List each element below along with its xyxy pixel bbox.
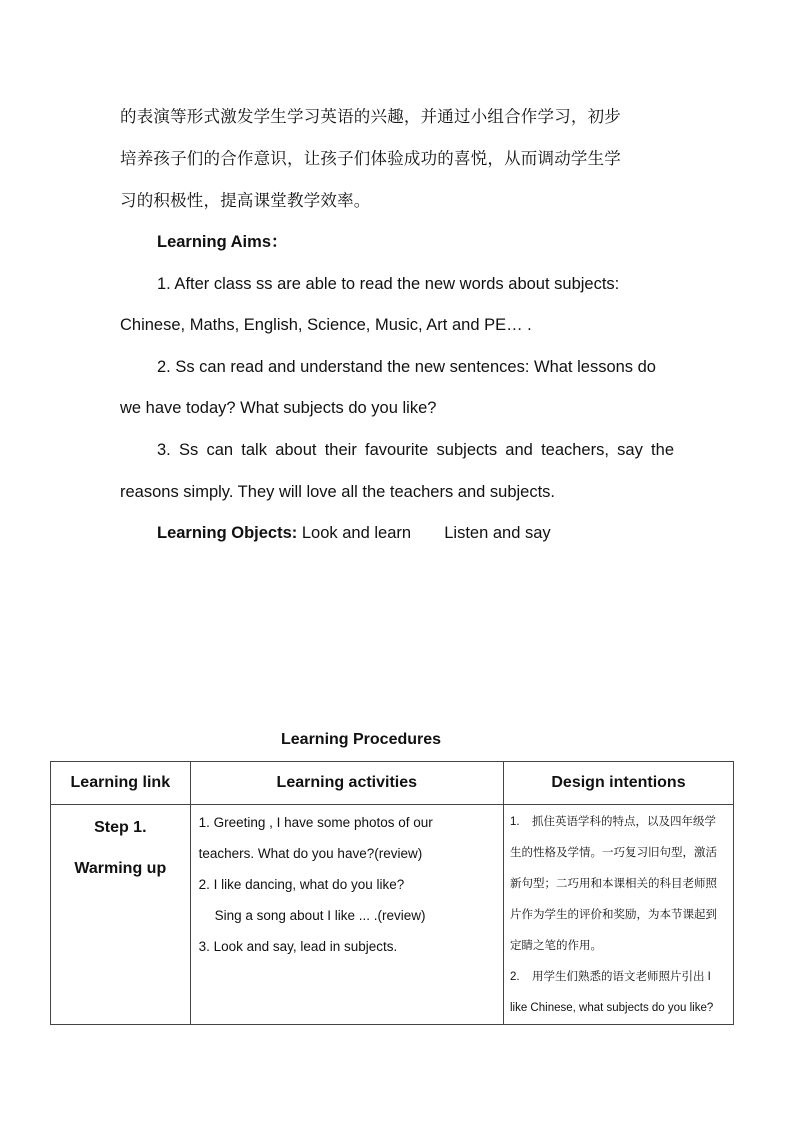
step-cell [51, 805, 191, 1025]
learning-objects [157, 523, 551, 543]
aim-2-line-2: we have today? What subjects do you like? [120, 399, 437, 417]
learning-objects-value-2: Listen and say [444, 524, 551, 542]
activity-line: 3. Look and say, lead in subjects. [198, 939, 398, 954]
design-line [510, 807, 729, 838]
aim-3-line-1: 3. Ss can talk about their favourite subjects and teachers, say the [157, 441, 674, 459]
design-line: 生的性格及学情。一巧复习旧句型，激活 [509, 847, 717, 859]
aim-1-line-2: Chinese, Maths, English, Science, Music, Art and PE… . [120, 316, 532, 334]
design-line: 定睛之笔的作用。 [509, 940, 602, 952]
intro-line-2: 培养孩子们的合作意识，让孩子们体验成功的喜悦，从而调动学生学 [120, 150, 621, 168]
header-learning-link: Learning link [51, 762, 191, 805]
design-line [510, 962, 729, 993]
design-cell [503, 805, 733, 1025]
design-line: 片作为学生的评价和奖励，为本节课起到 [509, 909, 717, 921]
table-header-row [51, 762, 734, 805]
intro-line-1: 的表演等形式激发学生学习英语的兴趣，并通过小组合作学习，初步 [120, 108, 621, 126]
table-row [51, 805, 734, 1025]
intro-line-3: 习的积极性，提高课堂教学效率。 [120, 192, 371, 210]
design-text: 抓住英语学科的特点，以及四年级学 [531, 816, 716, 828]
design-line: like Chinese, what subjects do you like? [509, 1002, 714, 1014]
aims-heading [157, 232, 288, 252]
header-learning-activities: Learning activities [190, 762, 503, 805]
table-caption: Learning Procedures [281, 731, 442, 748]
learning-objects-value-1: Look and learn [301, 524, 412, 542]
activity-line: teachers. What do you have?(review) [198, 846, 423, 861]
activities-cell [190, 805, 503, 1025]
design-text: 用学生们熟悉的语文老师照片引出 I [531, 971, 711, 983]
learning-procedures-table [50, 761, 734, 1025]
header-design-intentions: Design intentions [503, 762, 733, 805]
activity-line: 1. Greeting , I have some photos of our [198, 815, 433, 830]
activity-line: Sing a song about I like ... .(review) [214, 908, 426, 923]
step-number: Step 1. [94, 819, 147, 836]
aim-1-line-1: 1. After class ss are able to read the new words about subjects: [157, 275, 620, 293]
step-name: Warming up [74, 860, 167, 877]
design-line: 新句型；二巧用和本课相关的科目老师照 [509, 878, 717, 890]
design-number: 1. [509, 816, 520, 828]
aims-heading-text: Learning Aims： [157, 233, 288, 251]
learning-objects-label: Learning Objects: [157, 524, 298, 542]
design-number: 2. [509, 971, 520, 983]
activity-line: 2. I like dancing, what do you like? [198, 877, 405, 892]
aim-3-line-2: reasons simply. They will love all the teachers and subjects. [120, 483, 556, 501]
aim-2-line-1: 2. Ss can read and understand the new sentences: What lessons do [157, 358, 656, 376]
